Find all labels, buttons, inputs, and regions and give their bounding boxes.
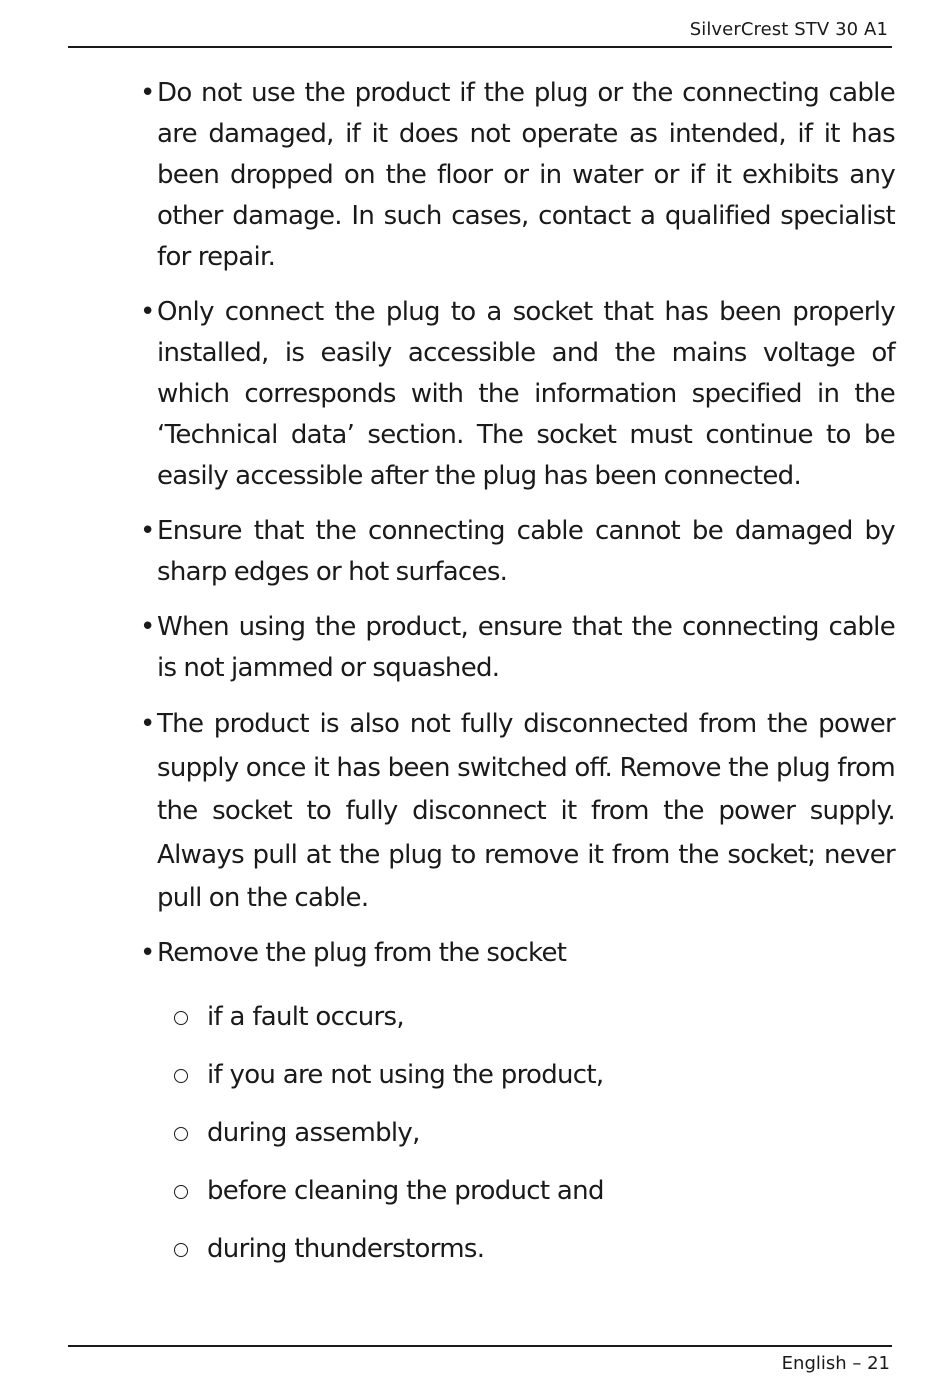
circle-bullet-icon: [174, 1185, 188, 1199]
sub-list-item: [140, 988, 895, 1046]
bullet-text: Remove the plug from the socket: [157, 937, 567, 968]
bullet-item: [140, 933, 895, 974]
safety-instructions: [140, 73, 895, 1278]
bullet-text: Ensure that the connecting cable cannot be damaged by sharp edges or hot surfaces.: [157, 516, 895, 587]
sub-list-item: [140, 1220, 895, 1278]
header-divider: [68, 46, 892, 48]
bullet-item: [140, 73, 895, 278]
page-number: English – 21: [781, 1353, 890, 1374]
circle-bullet-icon: [174, 1069, 188, 1083]
sub-list: [140, 988, 895, 1278]
circle-bullet-icon: [174, 1243, 188, 1257]
sub-list-item: [140, 1104, 895, 1162]
bullet-icon: •: [140, 937, 155, 968]
bullet-item: [140, 607, 895, 689]
bullet-item: [140, 292, 895, 497]
sub-item-text: during assembly,: [207, 1117, 420, 1148]
circle-bullet-icon: [174, 1011, 188, 1025]
sub-list-item: [140, 1162, 895, 1220]
bullet-text: When using the product, ensure that the connecting cable is not jammed or squashed.: [157, 612, 895, 683]
bullet-icon: •: [140, 612, 155, 642]
circle-bullet-icon: [174, 1127, 188, 1141]
bullet-icon: •: [140, 297, 155, 327]
bullet-item: [140, 511, 895, 593]
footer-divider: [68, 1345, 892, 1347]
bullet-icon: •: [140, 78, 155, 108]
bullet-item: [140, 703, 895, 921]
bullet-icon: •: [140, 516, 155, 546]
bullet-icon: •: [140, 709, 155, 739]
sub-list-item: [140, 1046, 895, 1104]
sub-item-text: before cleaning the product and: [207, 1175, 604, 1206]
bullet-text: The product is also not fully disconnected from the power supply once it has been switched off. Remove the plug from the socket to fully disconnect it from the power supply. Always pull at the plug to remove it from the socket; never pull on the cable.: [157, 709, 895, 913]
bullet-text: Only connect the plug to a socket that has been properly installed, is easily accessible and the mains voltage of which corresponds with the information specified in the ‘Technical data’ section. The socket must continue to be easily accessible after the plug has been connected.: [157, 297, 895, 491]
sub-item-text: if a fault occurs,: [207, 1001, 404, 1032]
page-header-title: SilverCrest STV 30 A1: [689, 19, 888, 40]
bullet-text: Do not use the product if the plug or the connecting cable are damaged, if it does not operate as intended, if it has been dropped on the floor or in water or if it exhibits any other damage. In such cases, contact a qualified specialist for repair.: [157, 78, 895, 272]
sub-item-text: during thunderstorms.: [207, 1233, 485, 1264]
sub-item-text: if you are not using the product,: [207, 1059, 604, 1090]
